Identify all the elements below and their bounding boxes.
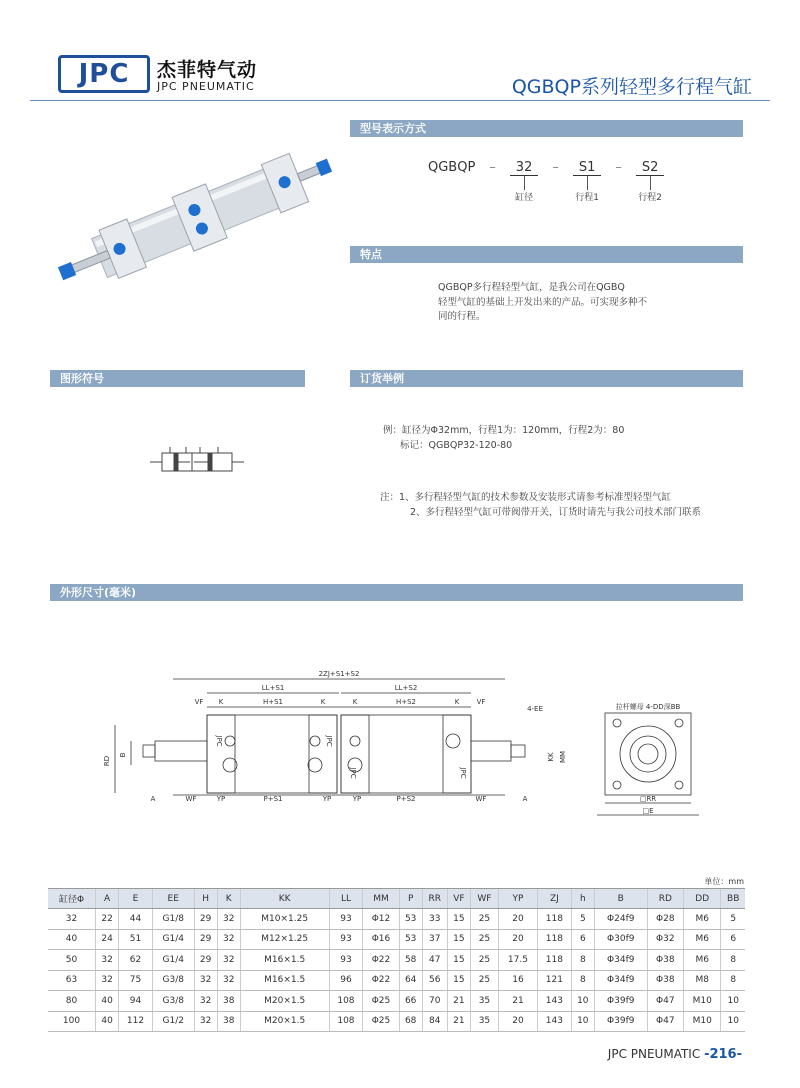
- table-cell: 29: [194, 950, 217, 971]
- table-cell: 80: [48, 991, 96, 1012]
- table-cell: 22: [96, 909, 119, 930]
- table-row: [48, 970, 745, 991]
- table-cell: Φ25: [363, 991, 399, 1012]
- table-cell: 29: [194, 929, 217, 950]
- table-header-cell: 缸径Φ: [48, 889, 96, 909]
- brand-mark: JPC: [325, 735, 333, 747]
- table-cell: 44: [119, 909, 153, 930]
- table-header-cell: WF: [470, 889, 498, 909]
- table-cell: 35: [470, 1011, 498, 1032]
- model-part-label: 行程2: [638, 193, 662, 203]
- table-header-cell: VF: [447, 889, 470, 909]
- dimension-drawing: [95, 665, 735, 825]
- table-cell: 63: [48, 970, 96, 991]
- table-cell: M20×1.5: [240, 1011, 329, 1032]
- table-header-cell: h: [571, 889, 594, 909]
- table-cell: 50: [48, 950, 96, 971]
- table-cell: 21: [447, 991, 470, 1012]
- table-cell: 40: [96, 991, 119, 1012]
- table-cell: 10: [571, 991, 594, 1012]
- leader-line: [587, 176, 588, 190]
- table-cell: 32: [217, 929, 240, 950]
- section-dimensions: 外形尺寸(毫米): [50, 584, 743, 601]
- dim-k: K: [320, 698, 326, 706]
- table-cell: G3/8: [152, 970, 194, 991]
- leader-line: [650, 176, 651, 190]
- table-cell: 53: [399, 929, 422, 950]
- order-example-line: 例：缸径为Φ32mm，行程1为：120mm，行程2为：80: [383, 425, 625, 436]
- table-cell: 20: [498, 1011, 537, 1032]
- table-cell: Φ25: [363, 1011, 399, 1032]
- table-cell: 37: [422, 929, 447, 950]
- table-cell: 8: [571, 950, 594, 971]
- table-cell: Φ39f9: [594, 1011, 647, 1032]
- dim-ee: 4-EE: [527, 705, 543, 713]
- table-cell: 118: [537, 950, 571, 971]
- table-header-cell: RD: [647, 889, 683, 909]
- table-cell: Φ34f9: [594, 950, 647, 971]
- table-cell: 32: [217, 909, 240, 930]
- table-cell: 10: [721, 1011, 745, 1032]
- cylinder-symbol: [150, 444, 244, 478]
- table-cell: 25: [470, 950, 498, 971]
- order-example: [383, 424, 624, 453]
- model-code: [428, 160, 664, 203]
- table-row: [48, 929, 745, 950]
- footer: [608, 1047, 742, 1062]
- table-cell: 20: [498, 909, 537, 930]
- model-part-value: S2: [636, 160, 665, 176]
- table-cell: 32: [194, 1011, 217, 1032]
- dim-yp: YP: [352, 795, 362, 803]
- table-cell: 17.5: [498, 950, 537, 971]
- dim-mm: MM: [559, 750, 567, 764]
- table-cell: 100: [48, 1011, 96, 1032]
- table-cell: M10: [683, 991, 721, 1012]
- table-row: [48, 1011, 745, 1032]
- table-cell: 32: [194, 991, 217, 1012]
- table-cell: 8: [721, 970, 745, 991]
- dim-k: K: [352, 698, 358, 706]
- table-cell: 53: [399, 909, 422, 930]
- table-header-cell: E: [119, 889, 153, 909]
- note-line-2: 2、多行程轻型气缸可带阀带开关，订货时请先与我公司技术部门联系: [410, 506, 702, 518]
- section-features: 特点: [350, 246, 743, 263]
- table-cell: 70: [422, 991, 447, 1012]
- table-cell: Φ38: [647, 970, 683, 991]
- table-cell: 24: [96, 929, 119, 950]
- table-cell: 32: [96, 970, 119, 991]
- table-cell: Φ22: [363, 950, 399, 971]
- dim-ll1: LL+S1: [261, 684, 285, 692]
- table-cell: 25: [470, 909, 498, 930]
- table-cell: 56: [422, 970, 447, 991]
- table-cell: G1/4: [152, 929, 194, 950]
- table-header-cell: RR: [422, 889, 447, 909]
- table-cell: 5: [721, 909, 745, 930]
- model-part-stroke2: [636, 160, 665, 203]
- leader-line: [524, 176, 525, 190]
- table-row: [48, 950, 745, 971]
- features-line: 同的行程。: [438, 311, 486, 322]
- table-cell: 47: [422, 950, 447, 971]
- table-cell: 32: [96, 950, 119, 971]
- table-cell: Φ16: [363, 929, 399, 950]
- dim-yp: YP: [216, 795, 226, 803]
- table-cell: 32: [217, 970, 240, 991]
- model-prefix: QGBQP: [428, 160, 476, 175]
- dim-e: □E: [642, 807, 654, 815]
- dash: –: [615, 160, 622, 175]
- table-cell: M10: [683, 1011, 721, 1032]
- table-cell: 21: [447, 1011, 470, 1032]
- table-cell: Φ12: [363, 909, 399, 930]
- table-row: [48, 909, 745, 930]
- table-body: [48, 909, 745, 1032]
- dim-wf: WF: [185, 795, 197, 803]
- brand-mark: JPC: [215, 735, 223, 747]
- dim-a: A: [150, 795, 156, 803]
- table-cell: 25: [470, 970, 498, 991]
- table-cell: 143: [537, 991, 571, 1012]
- model-part-value: S1: [573, 160, 602, 176]
- table-cell: 40: [96, 1011, 119, 1032]
- table-cell: Φ30f9: [594, 929, 647, 950]
- table-header-cell: H: [194, 889, 217, 909]
- table-cell: 58: [399, 950, 422, 971]
- table-cell: 66: [399, 991, 422, 1012]
- table-cell: 6: [721, 929, 745, 950]
- table-cell: 15: [447, 970, 470, 991]
- dim-hs1: H+S1: [262, 698, 284, 706]
- table-header-cell: K: [217, 889, 240, 909]
- table-cell: Φ34f9: [594, 970, 647, 991]
- table-cell: 6: [571, 929, 594, 950]
- table-cell: G3/8: [152, 991, 194, 1012]
- table-cell: M6: [683, 909, 721, 930]
- title-model: QGBQP: [511, 76, 581, 98]
- model-part-label: 缸径: [515, 193, 534, 203]
- brand-name-cn: 杰菲特气动: [157, 59, 258, 81]
- table-cell: Φ47: [647, 991, 683, 1012]
- table-header-cell: MM: [363, 889, 399, 909]
- dim-rr: □RR: [639, 795, 657, 803]
- features-text: [438, 281, 647, 325]
- table-cell: 93: [329, 950, 363, 971]
- title-rest: 系列轻型多行程气缸: [580, 76, 752, 98]
- table-cell: Φ24f9: [594, 909, 647, 930]
- table-cell: 143: [537, 1011, 571, 1032]
- table-cell: 10: [571, 1011, 594, 1032]
- page-title: [512, 72, 752, 99]
- table-header-cell: KK: [240, 889, 329, 909]
- table-cell: M20×1.5: [240, 991, 329, 1012]
- table-cell: 15: [447, 909, 470, 930]
- table-row: [48, 991, 745, 1012]
- features-line: 轻型气缸的基础上开发出来的产品。可实现多种不: [438, 296, 648, 308]
- section-symbol: 图形符号: [50, 370, 305, 387]
- section-order-example: 订货举例: [350, 370, 743, 387]
- table-cell: 29: [194, 909, 217, 930]
- table-cell: 112: [119, 1011, 153, 1032]
- table-cell: Φ39f9: [594, 991, 647, 1012]
- dim-rd: RD: [103, 755, 111, 767]
- model-part-bore: [510, 160, 539, 203]
- table-header-cell: LL: [329, 889, 363, 909]
- logo-text: JPC: [78, 59, 130, 89]
- table-cell: 25: [470, 929, 498, 950]
- end-view-title: 拉杆螺母 4-DD深BB: [615, 703, 681, 711]
- table-cell: 21: [498, 991, 537, 1012]
- features-line: QGBQP多行程轻型气缸，是我公司在QGBQ: [438, 282, 625, 293]
- dim-kk: KK: [547, 752, 555, 762]
- table-cell: 108: [329, 991, 363, 1012]
- unit-label: 单位：mm: [704, 877, 744, 886]
- page-number: -216-: [704, 1047, 742, 1062]
- spec-table: [48, 888, 745, 1032]
- dim-wf: WF: [475, 795, 487, 803]
- dim-yp: YP: [322, 795, 332, 803]
- table-cell: 96: [329, 970, 363, 991]
- dim-a: A: [522, 795, 528, 803]
- table-cell: 118: [537, 929, 571, 950]
- table-header-cell: BB: [721, 889, 745, 909]
- brand-name-en: JPC PNEUMATIC: [157, 80, 255, 93]
- header-divider: [30, 100, 770, 101]
- dim-total: 2ZJ+S1+S2: [318, 670, 360, 678]
- table-header-row: [48, 889, 745, 909]
- table-cell: 64: [399, 970, 422, 991]
- table-cell: 51: [119, 929, 153, 950]
- dim-k: K: [218, 698, 224, 706]
- table-cell: M16×1.5: [240, 950, 329, 971]
- dim-ps2: P+S2: [396, 795, 416, 803]
- model-part-stroke1: [573, 160, 602, 203]
- table-cell: M6: [683, 950, 721, 971]
- dim-vf: VF: [476, 698, 486, 706]
- table-header-cell: P: [399, 889, 422, 909]
- dim-k: K: [454, 698, 460, 706]
- table-cell: 84: [422, 1011, 447, 1032]
- table-header-cell: A: [96, 889, 119, 909]
- dim-ps1: P+S1: [263, 795, 283, 803]
- table-cell: 108: [329, 1011, 363, 1032]
- table-cell: Φ22: [363, 970, 399, 991]
- order-notes: [380, 491, 701, 520]
- table-header-cell: B: [594, 889, 647, 909]
- table-cell: 15: [447, 950, 470, 971]
- table-cell: M16×1.5: [240, 970, 329, 991]
- table-cell: 33: [422, 909, 447, 930]
- section-model-notation: 型号表示方式: [350, 120, 743, 137]
- table-cell: 32: [217, 950, 240, 971]
- table-cell: 8: [571, 970, 594, 991]
- table-cell: M6: [683, 929, 721, 950]
- table-cell: 38: [217, 991, 240, 1012]
- table-header-cell: ZJ: [537, 889, 571, 909]
- brand-mark: JPC: [349, 767, 357, 779]
- table-cell: 5: [571, 909, 594, 930]
- table-cell: 40: [48, 929, 96, 950]
- table-cell: G1/8: [152, 909, 194, 930]
- table-cell: 75: [119, 970, 153, 991]
- table-cell: 10: [721, 991, 745, 1012]
- table-cell: 16: [498, 970, 537, 991]
- brand-mark: JPC: [459, 767, 467, 779]
- order-mark-line: 标记：QGBQP32-120-80: [400, 439, 513, 451]
- table-cell: 62: [119, 950, 153, 971]
- dash: –: [489, 160, 496, 175]
- table-cell: 8: [721, 950, 745, 971]
- dim-hs2: H+S2: [395, 698, 417, 706]
- table-cell: 32: [48, 909, 96, 930]
- table-cell: M8: [683, 970, 721, 991]
- dim-ll2: LL+S2: [394, 684, 418, 692]
- table-header-cell: DD: [683, 889, 721, 909]
- table-cell: 68: [399, 1011, 422, 1032]
- dim-vf: VF: [194, 698, 204, 706]
- table-cell: Φ32: [647, 929, 683, 950]
- jpc-logo: [58, 55, 150, 93]
- table-cell: Φ28: [647, 909, 683, 930]
- table-cell: Φ47: [647, 1011, 683, 1032]
- table-header-cell: YP: [498, 889, 537, 909]
- model-part-label: 行程1: [575, 193, 599, 203]
- table-cell: 94: [119, 991, 153, 1012]
- dim-b: B: [119, 752, 127, 758]
- model-part-value: 32: [510, 160, 539, 176]
- table-cell: 20: [498, 929, 537, 950]
- table-cell: M10×1.25: [240, 909, 329, 930]
- table-cell: M12×1.25: [240, 929, 329, 950]
- table-cell: 15: [447, 929, 470, 950]
- table-cell: Φ38: [647, 950, 683, 971]
- dash: –: [552, 160, 559, 175]
- table-cell: 93: [329, 909, 363, 930]
- footer-brand: JPC PNEUMATIC: [607, 1047, 701, 1061]
- table-header-cell: EE: [152, 889, 194, 909]
- table-cell: G1/2: [152, 1011, 194, 1032]
- table-cell: G1/4: [152, 950, 194, 971]
- cylinder-product-image: [40, 140, 340, 290]
- note-line-1: 注：1、多行程轻型气缸的技术参数及安装形式请参考标准型轻型气缸: [380, 492, 672, 503]
- table-cell: 121: [537, 970, 571, 991]
- table-cell: 38: [217, 1011, 240, 1032]
- table-cell: 93: [329, 929, 363, 950]
- table-cell: 35: [470, 991, 498, 1012]
- table-cell: 118: [537, 909, 571, 930]
- table-cell: 32: [194, 970, 217, 991]
